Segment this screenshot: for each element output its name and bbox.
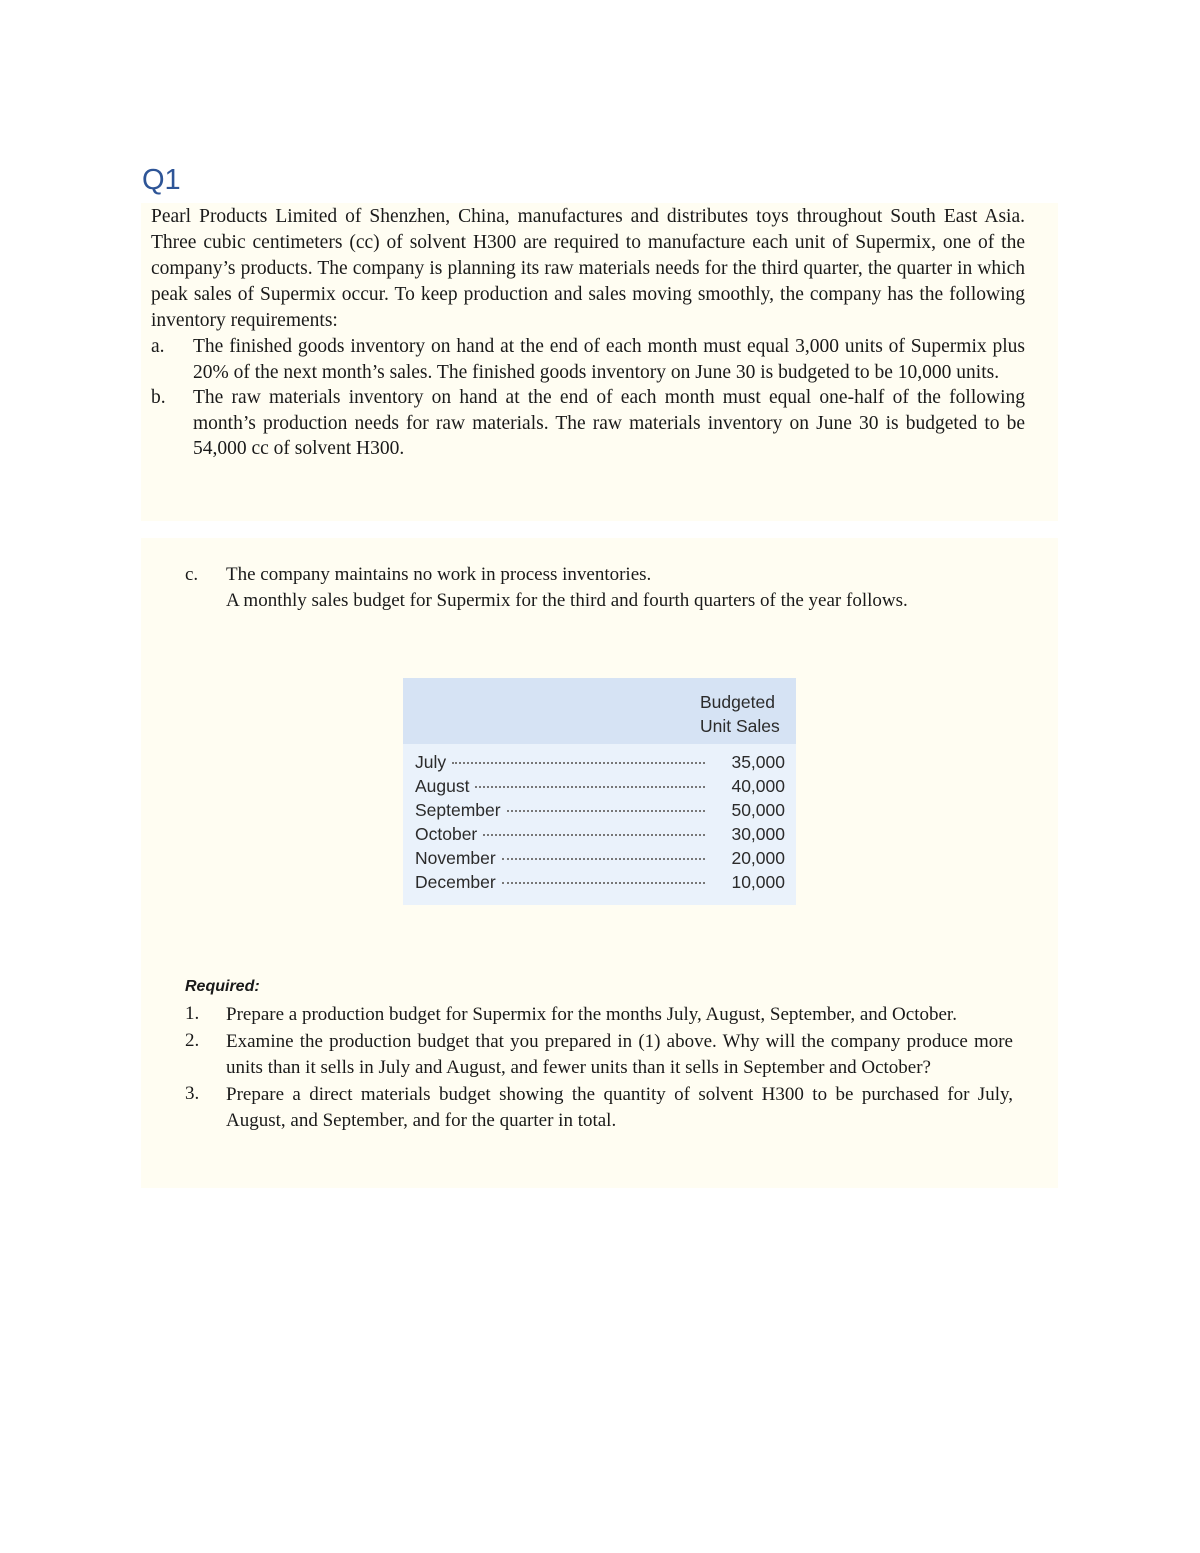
list-marker: a. (151, 336, 165, 357)
unit-sales-value: 10,000 (731, 872, 785, 892)
list-marker: c. (185, 564, 199, 585)
table-header (403, 678, 796, 744)
table-row (415, 822, 785, 846)
month-label: November (415, 848, 496, 868)
unit-sales-value: 50,000 (731, 800, 785, 820)
table-row (415, 870, 785, 894)
required-text: Examine the production budget that you prepared in (1) above. Why will the company produce more units than it sells in July and August, and fewer units than it sells in September and October? (226, 1031, 1013, 1078)
dot-leader (475, 786, 705, 788)
sales-intro-line (185, 588, 1013, 614)
requirement-text: The finished goods inventory on hand at the end of each month must equal 3,000 units of Supermix plus 20% of the next month’s sales. The finished goods inventory on June 30 is budgeted to be 10,000 units. (193, 336, 1025, 383)
table-row (415, 846, 785, 870)
problem-intro-block (151, 204, 1025, 462)
month-label: September (415, 800, 501, 820)
question-heading: Q1 (142, 164, 181, 196)
required-item (185, 1002, 1013, 1028)
unit-sales-value: 35,000 (731, 752, 785, 772)
requirement-item (185, 562, 1013, 588)
list-marker: 3. (185, 1083, 200, 1104)
month-label: August (415, 776, 470, 796)
table-row (415, 750, 785, 774)
required-text: Prepare a direct materials budget showing the quantity of solvent H300 to be purchased for July, August, and September, and for the quarter in total. (226, 1084, 1013, 1131)
table-body (415, 750, 785, 894)
month-label: October (415, 824, 478, 844)
required-item (185, 1029, 1013, 1080)
intro-paragraph: Pearl Products Limited of Shenzhen, China, manufactures and distributes toys throughout South East Asia. Three cubic centimeters (cc) of solvent H300 are required to manufacture each unit of Supermix, one of the company’s products. The company is planning its raw materials needs for the third quarter, the quarter in which peak sales of Supermix occur. To keep production and sales moving smoothly, the company has the following inventory requirements: (151, 206, 1025, 331)
sales-intro-text: A monthly sales budget for Supermix for the third and fourth quarters of the year follows. (226, 590, 908, 611)
required-text: Prepare a production budget for Supermix for the months July, August, September, and October. (226, 1003, 957, 1025)
dot-leader (507, 810, 705, 812)
sales-budget-table (403, 678, 796, 905)
unit-sales-value: 20,000 (731, 848, 785, 868)
dot-leader (502, 882, 705, 884)
requirement-text: The company maintains no work in process inventories. (226, 564, 652, 585)
table-row (415, 774, 785, 798)
problem-continuation-block (185, 562, 1013, 614)
list-marker: 1. (185, 1002, 200, 1024)
month-label: December (415, 872, 496, 892)
required-section (185, 975, 1013, 1135)
requirement-text: The raw materials inventory on hand at the end of each month must equal one-half of the following month’s production needs for raw materials. The raw materials inventory on June 30 is budgeted to be 54,000 cc of solvent H300. (193, 387, 1025, 459)
dot-leader (483, 834, 705, 836)
column-header-line1: Budgeted (700, 692, 775, 712)
column-header (700, 690, 780, 738)
dot-leader (502, 858, 705, 860)
unit-sales-value: 30,000 (731, 824, 785, 844)
unit-sales-value: 40,000 (731, 776, 785, 796)
month-label: July (415, 752, 447, 772)
required-item (185, 1082, 1013, 1133)
list-marker: b. (151, 387, 166, 408)
required-title: Required: (185, 978, 260, 995)
table-row (415, 798, 785, 822)
list-marker: 2. (185, 1030, 200, 1051)
requirement-item (151, 385, 1025, 462)
dot-leader (452, 762, 705, 764)
column-header-line2: Unit Sales (700, 716, 780, 736)
requirement-item (151, 334, 1025, 385)
